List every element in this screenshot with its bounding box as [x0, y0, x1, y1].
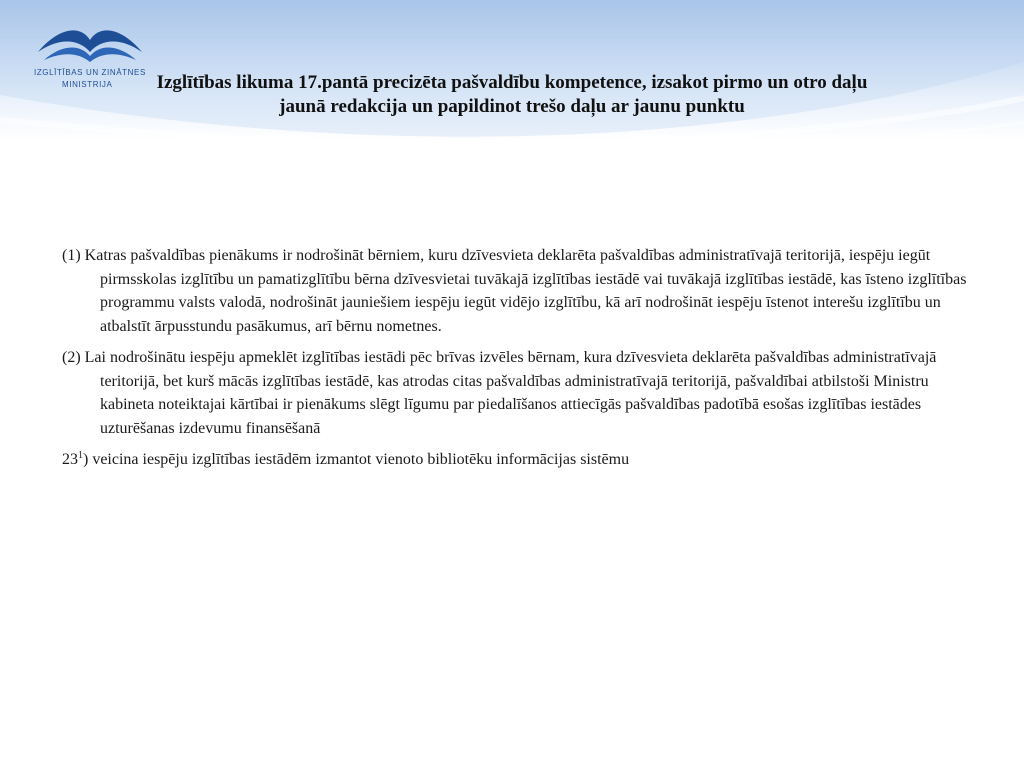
point-text: ) veicina iespēju izglītības iestādēm izmantot vienoto bibliotēku informācijas sistēmu: [83, 451, 630, 468]
slide-title-line2: jaunā redakcija un papildinot trešo daļu ar jaunu punktu: [279, 96, 745, 117]
logo-text-line1: IZGLĪTĪBAS UN ZINĀTNES: [34, 68, 146, 77]
slide-title: [60, 71, 964, 119]
point-number: 23: [62, 451, 78, 468]
paragraph-1: (1) Katras pašvaldības pienākums ir nodrošināt bērniem, kuru dzīvesvieta deklarēta pašvaldības administratīvajā teritorijā, iespēju iegūt pirmsskolas izglītību un pamatizglītību bērna dzīvesvietai tuvākajā izglītības iestādē vai tuvākajā izglītības iestādē, kas īsteno izglītības programmu valsts valodā, nodrošināt jauniešiem iespēju iegūt vidējo izglītību, kā arī nodrošināt iespēju īstenot interešu izglītību un atbalstīt ārpusstundu pasākumus, arī bērnu nometnes.: [62, 247, 967, 335]
logo-text-line2: MINISTRIJA: [62, 80, 113, 89]
slide-title-line1: Izglītības likuma 17.pantā precizēta pašvaldību kompetence, izsakot pirmo un otro daļu: [156, 72, 868, 93]
point-superscript: 1: [78, 450, 83, 461]
paragraph-point-23-1: [62, 448, 972, 472]
paragraph-2: (2) Lai nodrošinātu iespēju apmeklēt izglītības iestādi pēc brīvas izvēles bērnam, kura dzīvesvieta deklarēta pašvaldības administratīvajā teritorijā, bet kurš mācās izglītības iestādē, kas atrodas citas pašvaldības administratīvajā teritorijā, pašvaldībai atbilstoši Ministru kabineta noteiktajai kārtībai ir pienākums slēgt līgumu par piedalīšanos attiecīgās pašvaldības padotībā esošas izglītības iestādes uzturēšanas izdevumu finansēšanā: [62, 349, 937, 437]
book-logo-icon: [30, 14, 148, 70]
slide-body: [62, 244, 972, 472]
